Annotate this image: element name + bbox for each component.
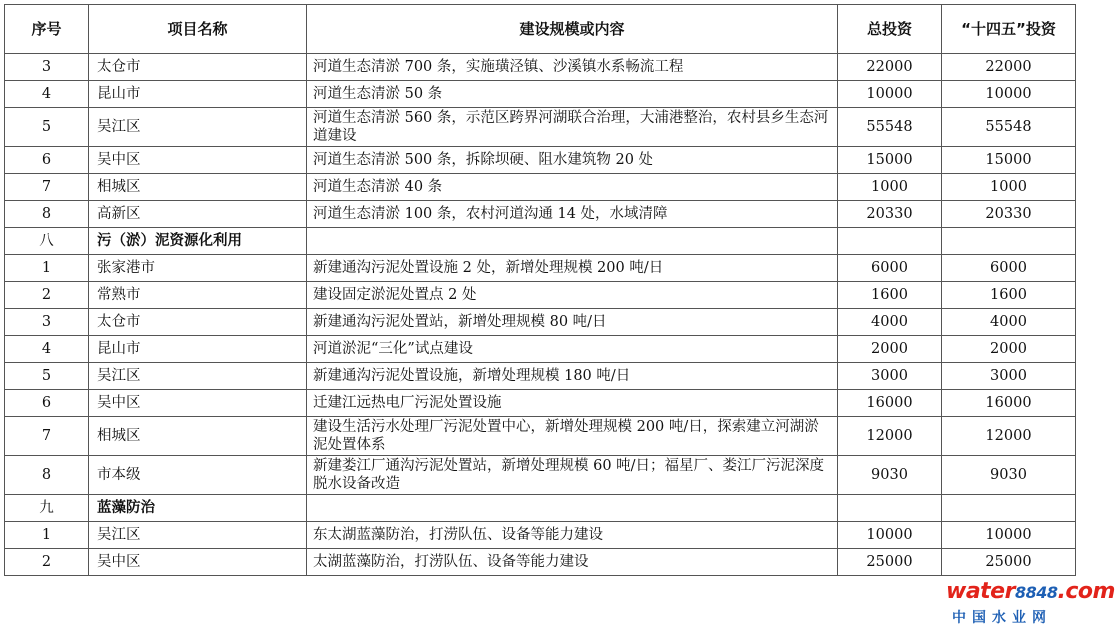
cell-content: 新建娄江厂通沟污泥处置站，新增处理规模 60 吨/日；福星厂、娄江厂污泥深度脱水设备改造 — [307, 456, 838, 495]
cell-content: 东太湖蓝藻防治，打涝队伍、设备等能力建设 — [307, 522, 838, 549]
header-plan-investment: “十四五”投资 — [942, 5, 1076, 54]
cell-no: 1 — [5, 522, 89, 549]
cell-total-investment: 1600 — [838, 282, 942, 309]
cell-no: 2 — [5, 549, 89, 576]
table-row — [5, 363, 1076, 390]
cell-total-investment: 22000 — [838, 54, 942, 81]
cell-total-investment: 20330 — [838, 201, 942, 228]
table-row — [5, 417, 1076, 456]
cell-content: 建设固定淤泥处置点 2 处 — [307, 282, 838, 309]
cell-project-name: 太仓市 — [89, 309, 307, 336]
cell-project-name: 昆山市 — [89, 336, 307, 363]
table-header-row — [5, 5, 1076, 54]
table-row — [5, 456, 1076, 495]
cell-project-name: 吴中区 — [89, 147, 307, 174]
cell-project-name: 吴中区 — [89, 549, 307, 576]
table-body — [5, 54, 1076, 576]
cell-total-investment — [838, 495, 942, 522]
table-row — [5, 336, 1076, 363]
cell-content: 新建通沟污泥处置设施，新增处理规模 180 吨/日 — [307, 363, 838, 390]
section-row — [5, 495, 1076, 522]
header-total-investment: 总投资 — [838, 5, 942, 54]
cell-total-investment: 25000 — [838, 549, 942, 576]
header-no: 序号 — [5, 5, 89, 54]
cell-content: 河道生态清淤 50 条 — [307, 81, 838, 108]
cell-no: 8 — [5, 456, 89, 495]
cell-plan-investment: 12000 — [942, 417, 1076, 456]
cell-project-name: 市本级 — [89, 456, 307, 495]
cell-total-investment: 1000 — [838, 174, 942, 201]
cell-total-investment: 3000 — [838, 363, 942, 390]
cell-plan-investment: 9030 — [942, 456, 1076, 495]
cell-project-name: 吴江区 — [89, 522, 307, 549]
watermark-logo — [946, 579, 1115, 627]
cell-no: 3 — [5, 309, 89, 336]
cell-content: 新建通沟污泥处置站，新增处理规模 80 吨/日 — [307, 309, 838, 336]
cell-project-name: 太仓市 — [89, 54, 307, 81]
cell-content: 河道生态清淤 560 条，示范区跨界河湖联合治理，大浦港整治，农村县乡生态河道建设 — [307, 108, 838, 147]
cell-no: 5 — [5, 108, 89, 147]
cell-project-name: 相城区 — [89, 417, 307, 456]
cell-plan-investment: 1600 — [942, 282, 1076, 309]
watermark-line2: 中国水业网 — [952, 610, 1052, 626]
cell-no: 5 — [5, 363, 89, 390]
cell-plan-investment: 4000 — [942, 309, 1076, 336]
header-content: 建设规模或内容 — [307, 5, 838, 54]
cell-project-name: 吴江区 — [89, 108, 307, 147]
cell-project-name: 蓝藻防治 — [89, 495, 307, 522]
cell-plan-investment: 3000 — [942, 363, 1076, 390]
cell-plan-investment: 25000 — [942, 549, 1076, 576]
cell-plan-investment — [942, 495, 1076, 522]
cell-content: 迁建江远热电厂污泥处置设施 — [307, 390, 838, 417]
table-row — [5, 54, 1076, 81]
cell-no: 7 — [5, 417, 89, 456]
cell-no: 2 — [5, 282, 89, 309]
cell-plan-investment: 15000 — [942, 147, 1076, 174]
cell-content: 河道生态清淤 700 条，实施璜泾镇、沙溪镇水系畅流工程 — [307, 54, 838, 81]
cell-no: 6 — [5, 390, 89, 417]
table-row — [5, 390, 1076, 417]
table-row — [5, 309, 1076, 336]
cell-no: 7 — [5, 174, 89, 201]
investment-table — [4, 4, 1076, 576]
cell-no: 8 — [5, 201, 89, 228]
cell-plan-investment: 2000 — [942, 336, 1076, 363]
cell-plan-investment: 55548 — [942, 108, 1076, 147]
table-row — [5, 549, 1076, 576]
table-row — [5, 255, 1076, 282]
cell-total-investment: 16000 — [838, 390, 942, 417]
cell-no: 九 — [5, 495, 89, 522]
cell-plan-investment: 20330 — [942, 201, 1076, 228]
cell-total-investment: 10000 — [838, 522, 942, 549]
cell-content: 太湖蓝藻防治，打涝队伍、设备等能力建设 — [307, 549, 838, 576]
table-row — [5, 201, 1076, 228]
cell-plan-investment: 1000 — [942, 174, 1076, 201]
cell-total-investment — [838, 228, 942, 255]
cell-content: 新建通沟污泥处置设施 2 处，新增处理规模 200 吨/日 — [307, 255, 838, 282]
cell-project-name: 吴江区 — [89, 363, 307, 390]
cell-no: 4 — [5, 336, 89, 363]
cell-no: 八 — [5, 228, 89, 255]
table-row — [5, 81, 1076, 108]
cell-content: 河道生态清淤 40 条 — [307, 174, 838, 201]
cell-content: 河道生态清淤 100 条，农村河道沟通 14 处，水域清障 — [307, 201, 838, 228]
cell-project-name: 昆山市 — [89, 81, 307, 108]
cell-total-investment: 9030 — [838, 456, 942, 495]
cell-project-name: 张家港市 — [89, 255, 307, 282]
section-row — [5, 228, 1076, 255]
cell-content: 建设生活污水处理厂污泥处置中心，新增处理规模 200 吨/日，探索建立河湖淤泥处置体系 — [307, 417, 838, 456]
cell-no: 4 — [5, 81, 89, 108]
cell-plan-investment: 22000 — [942, 54, 1076, 81]
cell-project-name: 吴中区 — [89, 390, 307, 417]
cell-total-investment: 10000 — [838, 81, 942, 108]
cell-project-name: 相城区 — [89, 174, 307, 201]
cell-content — [307, 228, 838, 255]
cell-project-name: 高新区 — [89, 201, 307, 228]
table-row — [5, 522, 1076, 549]
cell-no: 6 — [5, 147, 89, 174]
watermark-line1: water8848.com — [946, 579, 1115, 604]
cell-total-investment: 4000 — [838, 309, 942, 336]
cell-plan-investment: 6000 — [942, 255, 1076, 282]
cell-total-investment: 6000 — [838, 255, 942, 282]
cell-no: 1 — [5, 255, 89, 282]
cell-plan-investment — [942, 228, 1076, 255]
cell-content: 河道淤泥“三化”试点建设 — [307, 336, 838, 363]
cell-total-investment: 15000 — [838, 147, 942, 174]
cell-plan-investment: 10000 — [942, 81, 1076, 108]
cell-plan-investment: 16000 — [942, 390, 1076, 417]
cell-project-name: 常熟市 — [89, 282, 307, 309]
cell-no: 3 — [5, 54, 89, 81]
cell-total-investment: 55548 — [838, 108, 942, 147]
cell-content: 河道生态清淤 500 条，拆除坝硬、阻水建筑物 20 处 — [307, 147, 838, 174]
table-row — [5, 174, 1076, 201]
cell-project-name: 污（淤）泥资源化利用 — [89, 228, 307, 255]
header-project-name: 项目名称 — [89, 5, 307, 54]
table-row — [5, 282, 1076, 309]
table-row — [5, 108, 1076, 147]
table-row — [5, 147, 1076, 174]
cell-total-investment: 2000 — [838, 336, 942, 363]
cell-content — [307, 495, 838, 522]
cell-total-investment: 12000 — [838, 417, 942, 456]
cell-plan-investment: 10000 — [942, 522, 1076, 549]
